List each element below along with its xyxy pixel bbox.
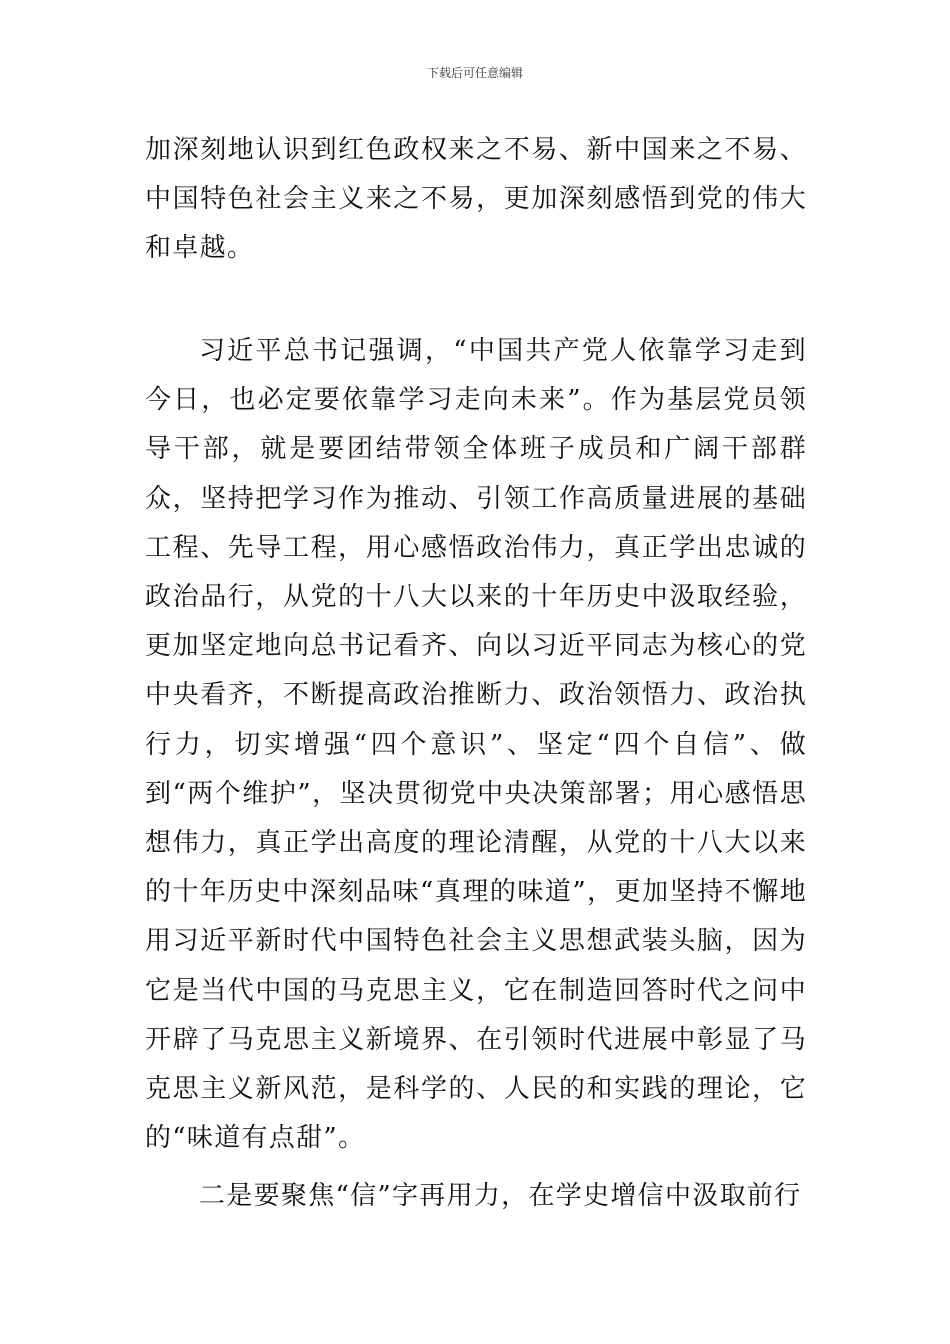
- page-header: 下载后可任意编辑: [426, 66, 523, 80]
- paragraph-faith-heading: 二是要聚焦“信”字再用力，在学史增信中汲取前行: [199, 1181, 802, 1211]
- paragraph-continuation: 加深刻地认识到红色政权来之不易、新中国来之不易、中国特色社会主义来之不易，更加深刻感悟到党的伟大和卓越。: [145, 135, 807, 264]
- paragraph-study: 习近平总书记强调，“中国共产党人依靠学习走到今日，也必定要依靠学习走向未来”。作为基层党员领导干部，就是要团结带领全体班子成员和广阔干部群众，坚持把学习作为推动、引领工作高质量进展的基础工程、先导工程，用心感悟政治伟力，真正学出忠诚的政治品行，从党的十八大以来的十年历史中汲取经验，更加坚定地向总书记看齐、向以习近平同志为核心的党中央看齐，不断提高政治推断力、政治领悟力、政治执行力，切实增强“四个意识”、坚定“四个自信”、做到“两个维护”，坚决贯彻党中央决策部署；用心感悟思想伟力，真正学出高度的理论清醒，从党的十八大以来的十年历史中深刻品味“真理的味道”，更加坚持不懈地用习近平新时代中国特色社会主义思想武装头脑，因为它是当代中国的马克思主义，它在制造回答时代之问中开辟了马克思主义新境界、在引领时代进展中彰显了马克思主义新风范，是科学的、人民的和实践的理论，它的“味道有点甜”。: [145, 336, 807, 1154]
